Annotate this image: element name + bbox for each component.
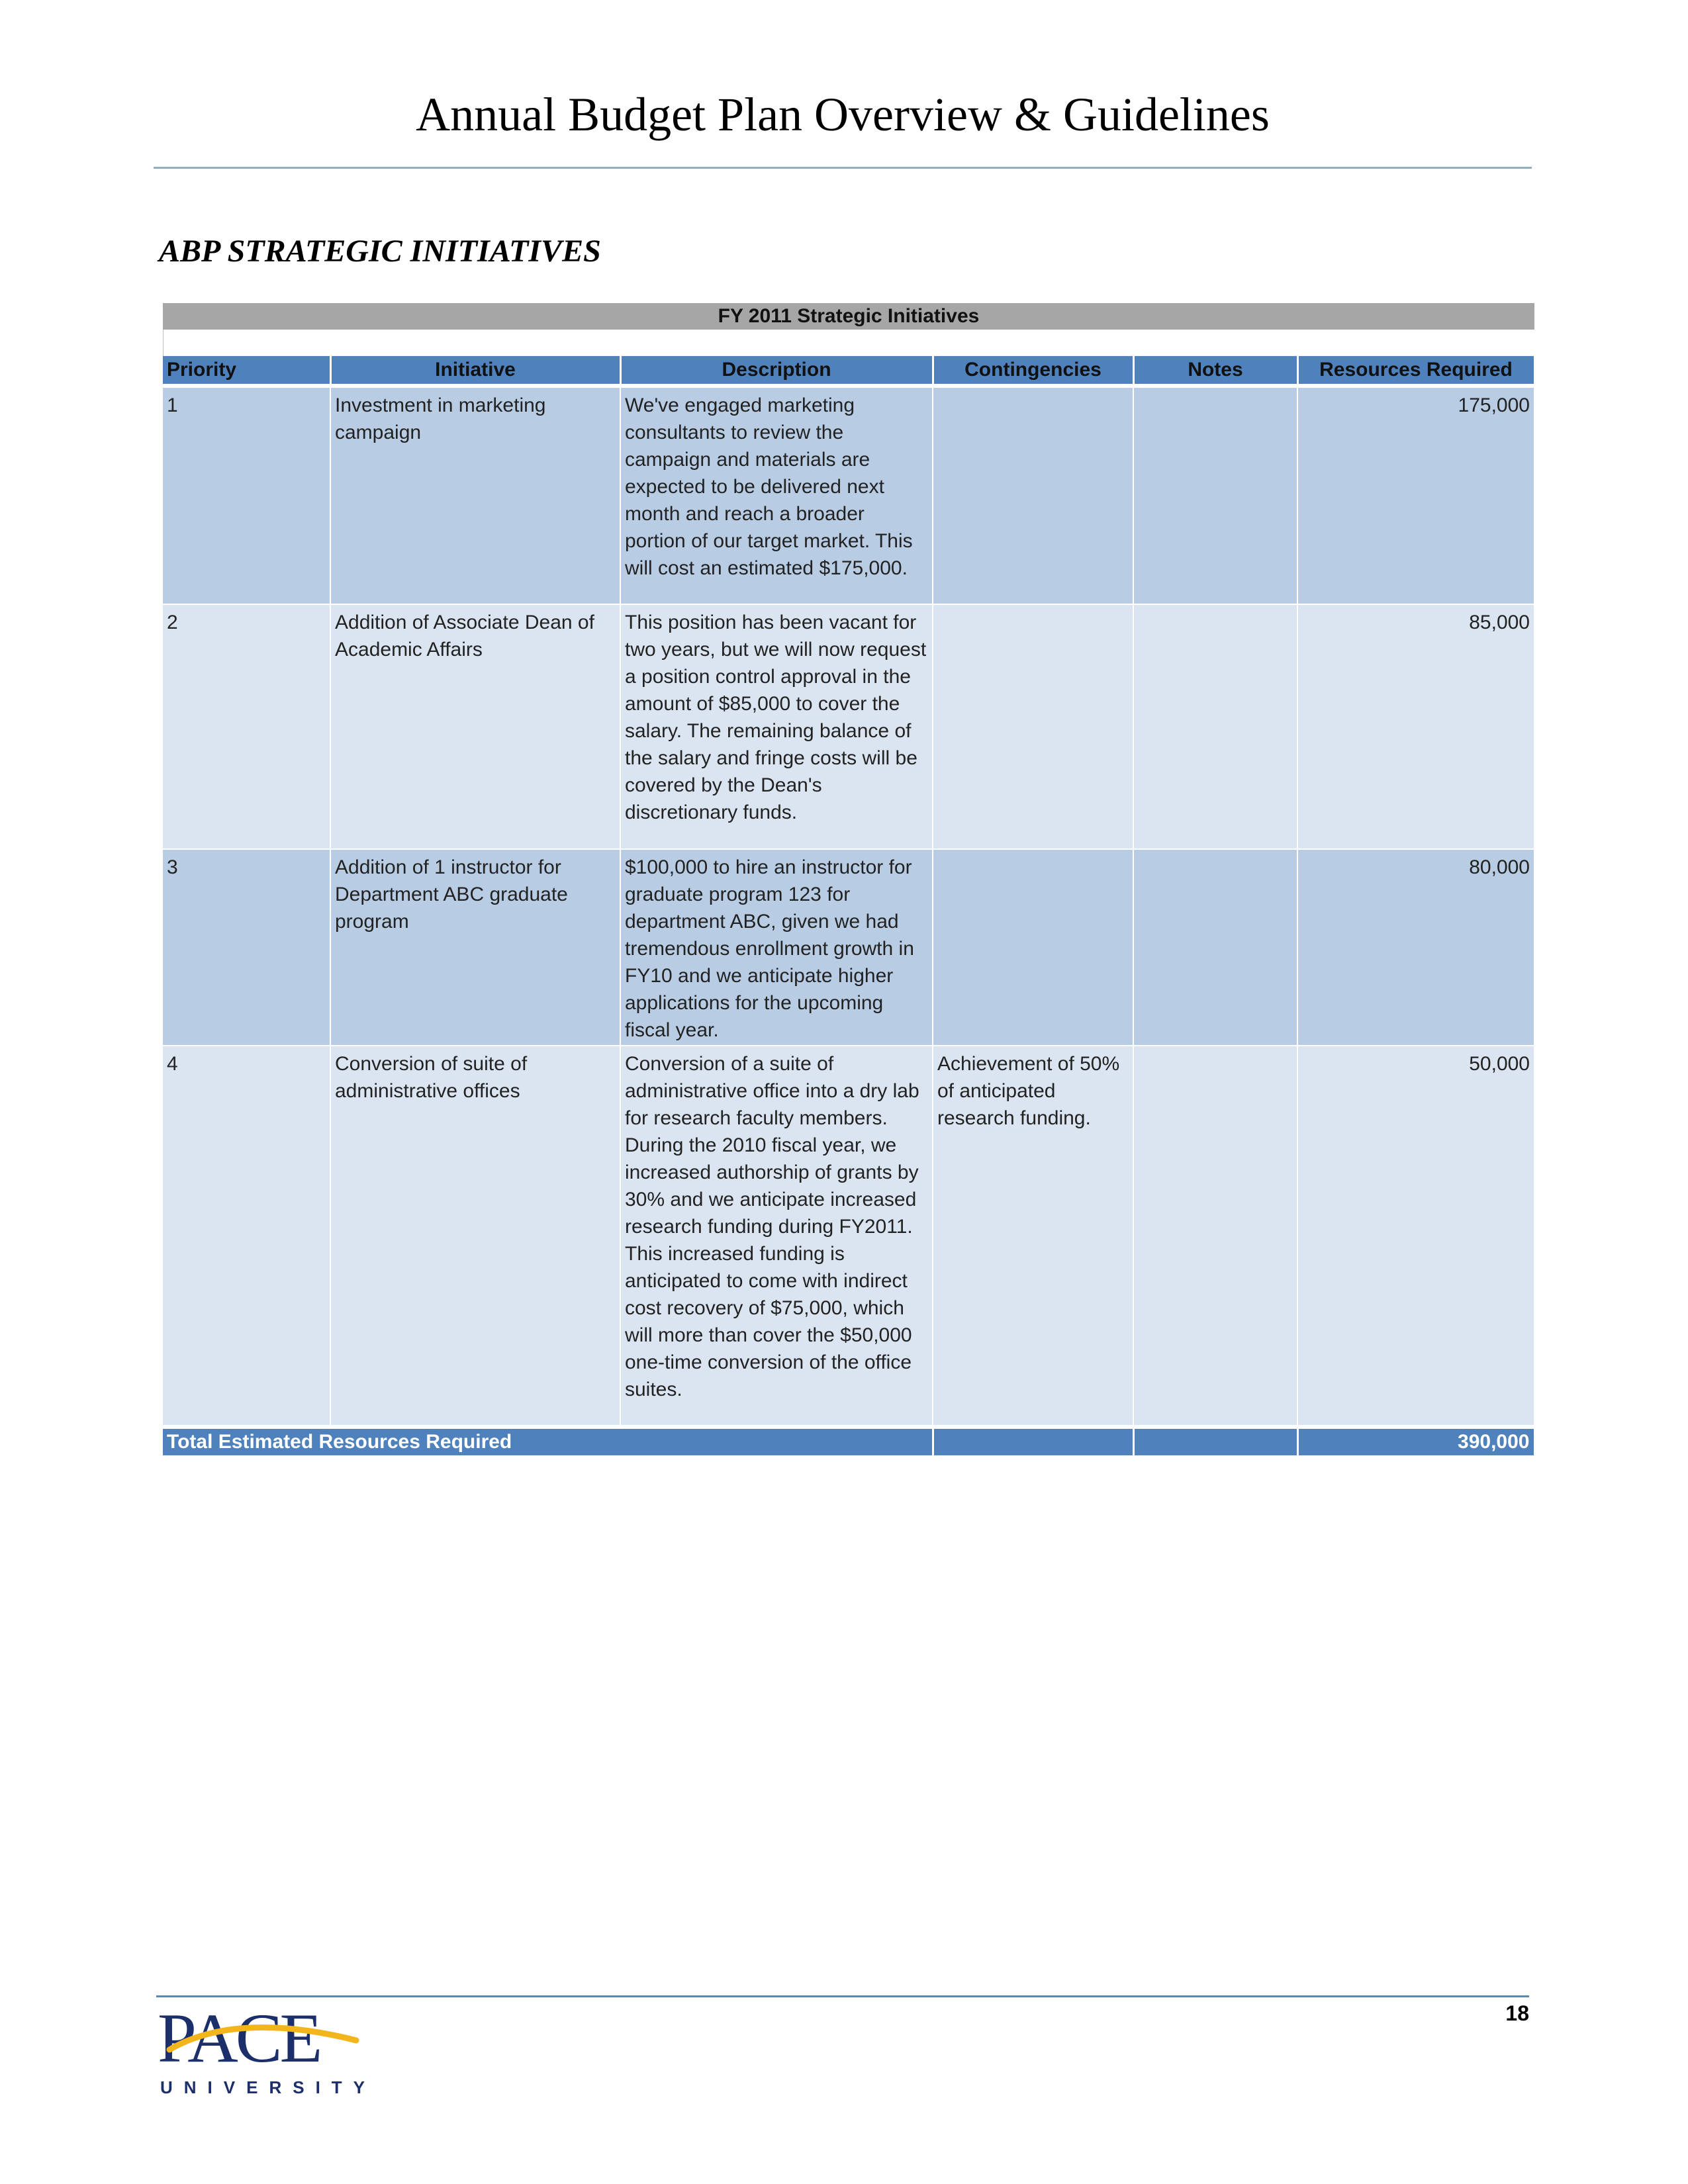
total-spacer-1 [933,1427,1133,1456]
logo-subtext: UNIVERSITY [160,2077,376,2095]
title-divider [154,167,1532,169]
cell-description: $100,000 to hire an instructor for graduate program 123 for department ABC, given we had tremendous enrollment growth in FY10 and we anticipate higher applications for the upcoming fiscal year. [620,849,933,1046]
cell-resources-required: 85,000 [1297,604,1534,849]
table-spacer [163,330,1534,356]
strategic-initiatives-table [163,303,1534,1457]
pace-university-logo [158,2002,376,2095]
page-title: Annual Budget Plan Overview & Guidelines [416,88,1270,141]
cell-description: We've engaged marketing consultants to review the campaign and materials are expected to be delivered next month and reach a broader portion of our target market. This will cost an estimated $175,000. [620,386,933,604]
logo-wordmark: PACE [158,2002,320,2077]
header-priority: Priority [163,356,330,386]
total-spacer-2 [1133,1427,1297,1456]
cell-initiative: Investment in marketing campaign [330,386,620,604]
cell-description: This position has been vacant for two years, but we will now request a position control approval in the amount of $85,000 to cover the salary. The remaining balance of the salary and fringe costs will be covered by the Dean's discretionary funds. [620,604,933,849]
table-title: FY 2011 Strategic Initiatives [163,303,1534,330]
cell-resources-required: 50,000 [1297,1046,1534,1427]
cell-description: Conversion of a suite of administrative office into a dry lab for research faculty members. During the 2010 fiscal year, we increased authorship of grants by 30% and we anticipate increased research funding during FY2011. This increased funding is anticipated to come with indirect cost recovery of $75,000, which will more than cover the $50,000 one-time conversion of the office suites. [620,1046,933,1427]
cell-priority: 1 [163,386,330,604]
total-row [163,1427,1534,1456]
header-notes: Notes [1133,356,1297,386]
cell-contingencies [933,849,1133,1046]
header-resources-required: Resources Required [1297,356,1534,386]
table-row [163,604,1534,849]
cell-contingencies: Achievement of 50% of anticipated research funding. [933,1046,1133,1427]
cell-resources-required: 175,000 [1297,386,1534,604]
table-row [163,849,1534,1046]
cell-notes [1133,849,1297,1046]
cell-initiative: Addition of 1 instructor for Department ABC graduate program [330,849,620,1046]
page-number: 18 [1505,2001,1529,2025]
cell-initiative: Conversion of suite of administrative offices [330,1046,620,1427]
cell-notes [1133,1046,1297,1427]
initiatives-grid [163,356,1536,1457]
total-label: Total Estimated Resources Required [163,1427,933,1456]
header-description: Description [620,356,933,386]
table-row [163,386,1534,604]
section-heading: ABP STRATEGIC INITIATIVES [159,234,601,269]
cell-priority: 4 [163,1046,330,1427]
footer-divider [156,1995,1529,1997]
header-initiative: Initiative [330,356,620,386]
cell-resources-required: 80,000 [1297,849,1534,1046]
table-row [163,1046,1534,1427]
header-row [163,356,1534,386]
header-contingencies: Contingencies [933,356,1133,386]
cell-notes [1133,604,1297,849]
cell-initiative: Addition of Associate Dean of Academic Affairs [330,604,620,849]
total-value: 390,000 [1297,1427,1534,1456]
cell-notes [1133,386,1297,604]
cell-priority: 3 [163,849,330,1046]
cell-contingencies [933,386,1133,604]
cell-contingencies [933,604,1133,849]
cell-priority: 2 [163,604,330,849]
